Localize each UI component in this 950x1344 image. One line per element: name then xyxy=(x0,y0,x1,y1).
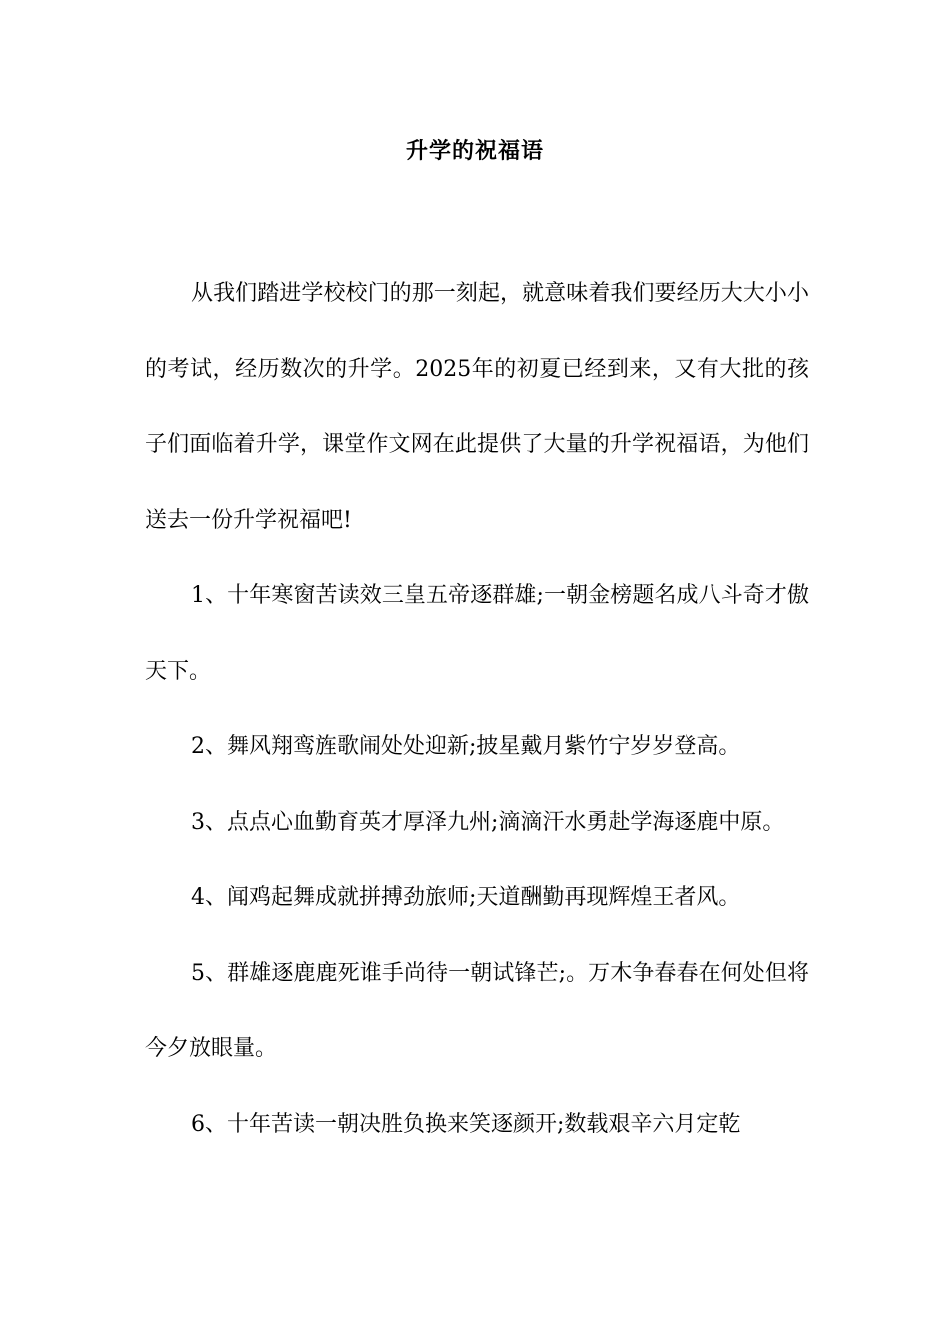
wish-item-5: 5、群雄逐鹿鹿死谁手尚待一朝试锋芒;。万木争春春在何处但将今夕放眼量。 xyxy=(145,960,809,1061)
wish-item-6: 6、十年苦读一朝决胜负换来笑逐颜开;数载艰辛六月定乾 xyxy=(191,1111,741,1137)
document-title: 升学的祝福语 xyxy=(405,139,544,164)
document-body xyxy=(145,256,809,1162)
wish-item-1: 1、十年寒窗苦读效三皇五帝逐群雄;一朝金榜题名成八斗奇才傲天下。 xyxy=(145,583,809,684)
wish-item-4: 4、闻鸡起舞成就拼搏劲旅师;天道酬勤再现辉煌王者风。 xyxy=(191,885,741,910)
wish-item-3: 3、点点心血勤育英才厚泽九州;滴滴汗水勇赴学海逐鹿中原。 xyxy=(191,809,785,835)
wish-item-2: 2、舞风翔鸾旌歌闹处处迎新;披星戴月紫竹宁岁岁登高。 xyxy=(191,734,741,759)
intro-paragraph: 从我们踏进学校校门的那一刻起，就意味着我们要经历大大小小的考试，经历数次的升学。2025年的初夏已经到来，又有大批的孩子们面临着升学，课堂作文网在此提供了大量的升学祝福语，为他们送去一份升学祝福吧! xyxy=(145,281,809,533)
